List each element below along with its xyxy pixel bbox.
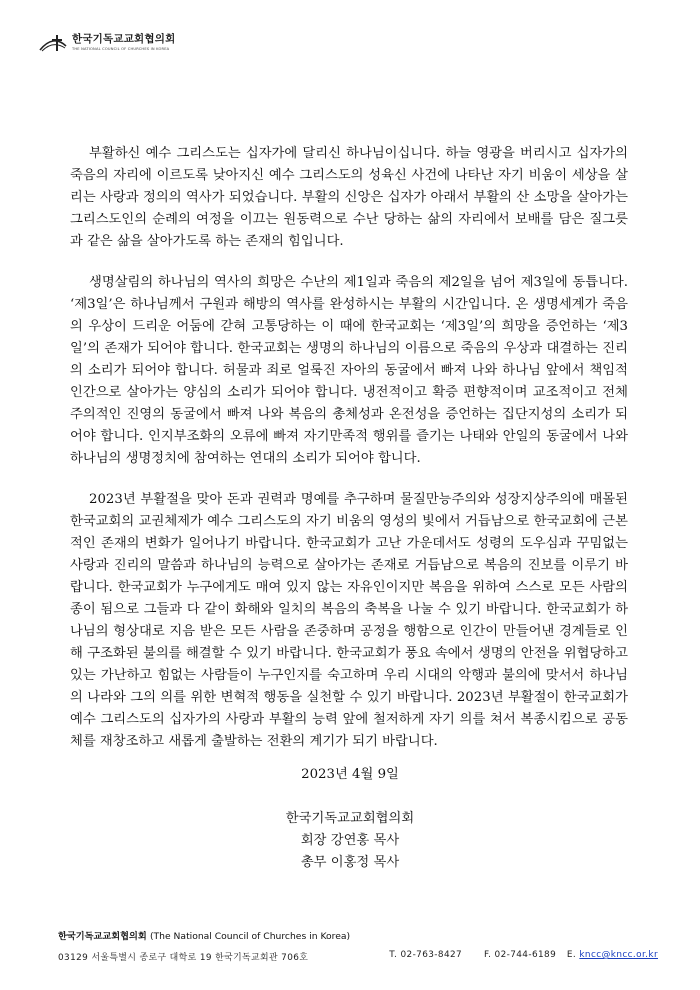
org-name-ko: 한국기독교교회협의회 [72,33,176,46]
footer-contact [58,950,658,963]
org-name-en: THE NATIONAL COUNCIL OF CHURCHES IN KOREA [72,46,170,51]
letterhead [38,30,175,56]
signature-org: 한국기독교교회협의회 [285,811,415,826]
signature-block [0,808,700,874]
footer-org [58,928,658,942]
paragraph-2: 생명살림의 하나님의 역사의 희망은 수난의 제1일과 죽음의 제2일을 넘어 제3일에 동틉니다. ‘제3일’은 하나님께서 구원과 해방의 역사를 완성하시는 부활의 시간입니다. 온 생명세계가 죽음의 우상이 드리운 어둠에 갇혀 고통당하는 이 때에 한국교회는 ‘제3일’의 희망을 증언하는 ‘제3일’의 존재가 되어야 합니다. 한국교회는 생명의 하나님의 이름으로 죽음의 우상과 대결하는 진리의 소리가 되어야 합니다. 허물과 죄로 얼룩진 자아의 동굴에서 빠져 나와 하나님 앞에서 책임적 인간으로 살아가는 양심의 소리가 되어야 합니다. 냉전적이고 확증 편향적이며 교조적이고 전체주의적인 진영의 동굴에서 빠져 나와 복음의 총체성과 온전성을 증언하는 집단지성의 소리가 되어야 합니다. 인지부조화의 오류에 빠져 자기만족적 행위를 즐기는 나태와 안일의 동굴에서 나와 하나님의 생명정치에 참여하는 연대의 소리가 되어야 합니다. [70,275,628,466]
signature-president: 회장 강연홍 목사 [300,833,400,848]
footer-tel: T. 02-763-8427 [389,950,463,960]
footer-org-ko: 한국기독교교회협의회 [58,931,147,942]
paragraph-1: 부활하신 예수 그리스도는 십자가에 달리신 하나님이십니다. 하늘 영광을 버리시고 십자가의 죽음의 자리에 이르도록 낮아지신 예수 그리스도의 성육신 사건에 나타난 자기 비움이 세상을 살리는 사랑과 정의의 역사가 되었습니다. 부활의 신앙은 십자가 아래서 부활의 산 소망을 살아가는 그리스도인의 순례의 여정을 이끄는 원동력으로 수난 당하는 삶의 자리에서 보배를 담은 질그릇과 같은 삶을 살아가도록 하는 존재의 힘입니다. [70,146,628,249]
signature-general-secretary: 총무 이홍정 목사 [300,855,400,870]
footer-address: 03129 서울특별시 종로구 대학로 19 한국기독교회관 706호 [58,953,309,963]
footer-email-prefix: E. [566,950,577,960]
footer [58,928,658,963]
email-link[interactable]: kncc@kncc.or.kr [579,950,658,960]
footer-org-en: (The National Council of Churches in Korea) [149,931,351,942]
statement-body [70,143,628,772]
kncc-logo-icon [38,32,68,54]
paragraph-3: 2023년 부활절을 맞아 돈과 권력과 명예를 추구하며 물질만능주의와 성장지상주의에 매몰된 한국교회의 교권체제가 예수 그리스도의 자기 비움의 영성의 빛에서 거듭남으로 한국교회에 근본적인 존재의 변화가 일어나기 바랍니다. 한국교회가 고난 가운데서도 성령의 도우심과 꾸밈없는 사랑과 진리의 말씀과 하나님의 능력으로 살아가는 존재로 거듭남으로 복음의 진보를 이루기 바랍니다. 한국교회가 누구에게도 매여 있지 않는 자유인이지만 복음을 위하여 스스로 모든 사람의 종이 됨으로 그들과 다 같이 화해와 일치의 복음의 축복을 나눌 수 있기 바랍니다. 한국교회가 하나님의 형상대로 지음 받은 모든 사람을 존중하며 공정을 행함으로 인간이 만들어낸 경계들로 인해 구조화된 불의를 해결할 수 있기 바랍니다. 한국교회가 풍요 속에서 생명의 안전을 위협당하고 있는 가난하고 힘없는 사람들이 누구인지를 숙고하며 우리 시대의 악행과 불의에 맞서서 하나님의 나라와 그의 의를 위한 변혁적 행동을 실천할 수 있기 바랍니다. 2023년 부활절이 한국교회가 예수 그리스도의 십자가의 사랑과 부활의 능력 앞에 철저하게 자기 의를 쳐서 복종시킴으로 공동체를 재창조하고 새롭게 출발하는 전환의 계기가 되기 바랍니다. [70,492,628,749]
footer-email [567,950,658,963]
footer-fax: F. 02-744-6189 [484,950,557,960]
statement-date: 2023년 4월 9일 [301,767,399,782]
